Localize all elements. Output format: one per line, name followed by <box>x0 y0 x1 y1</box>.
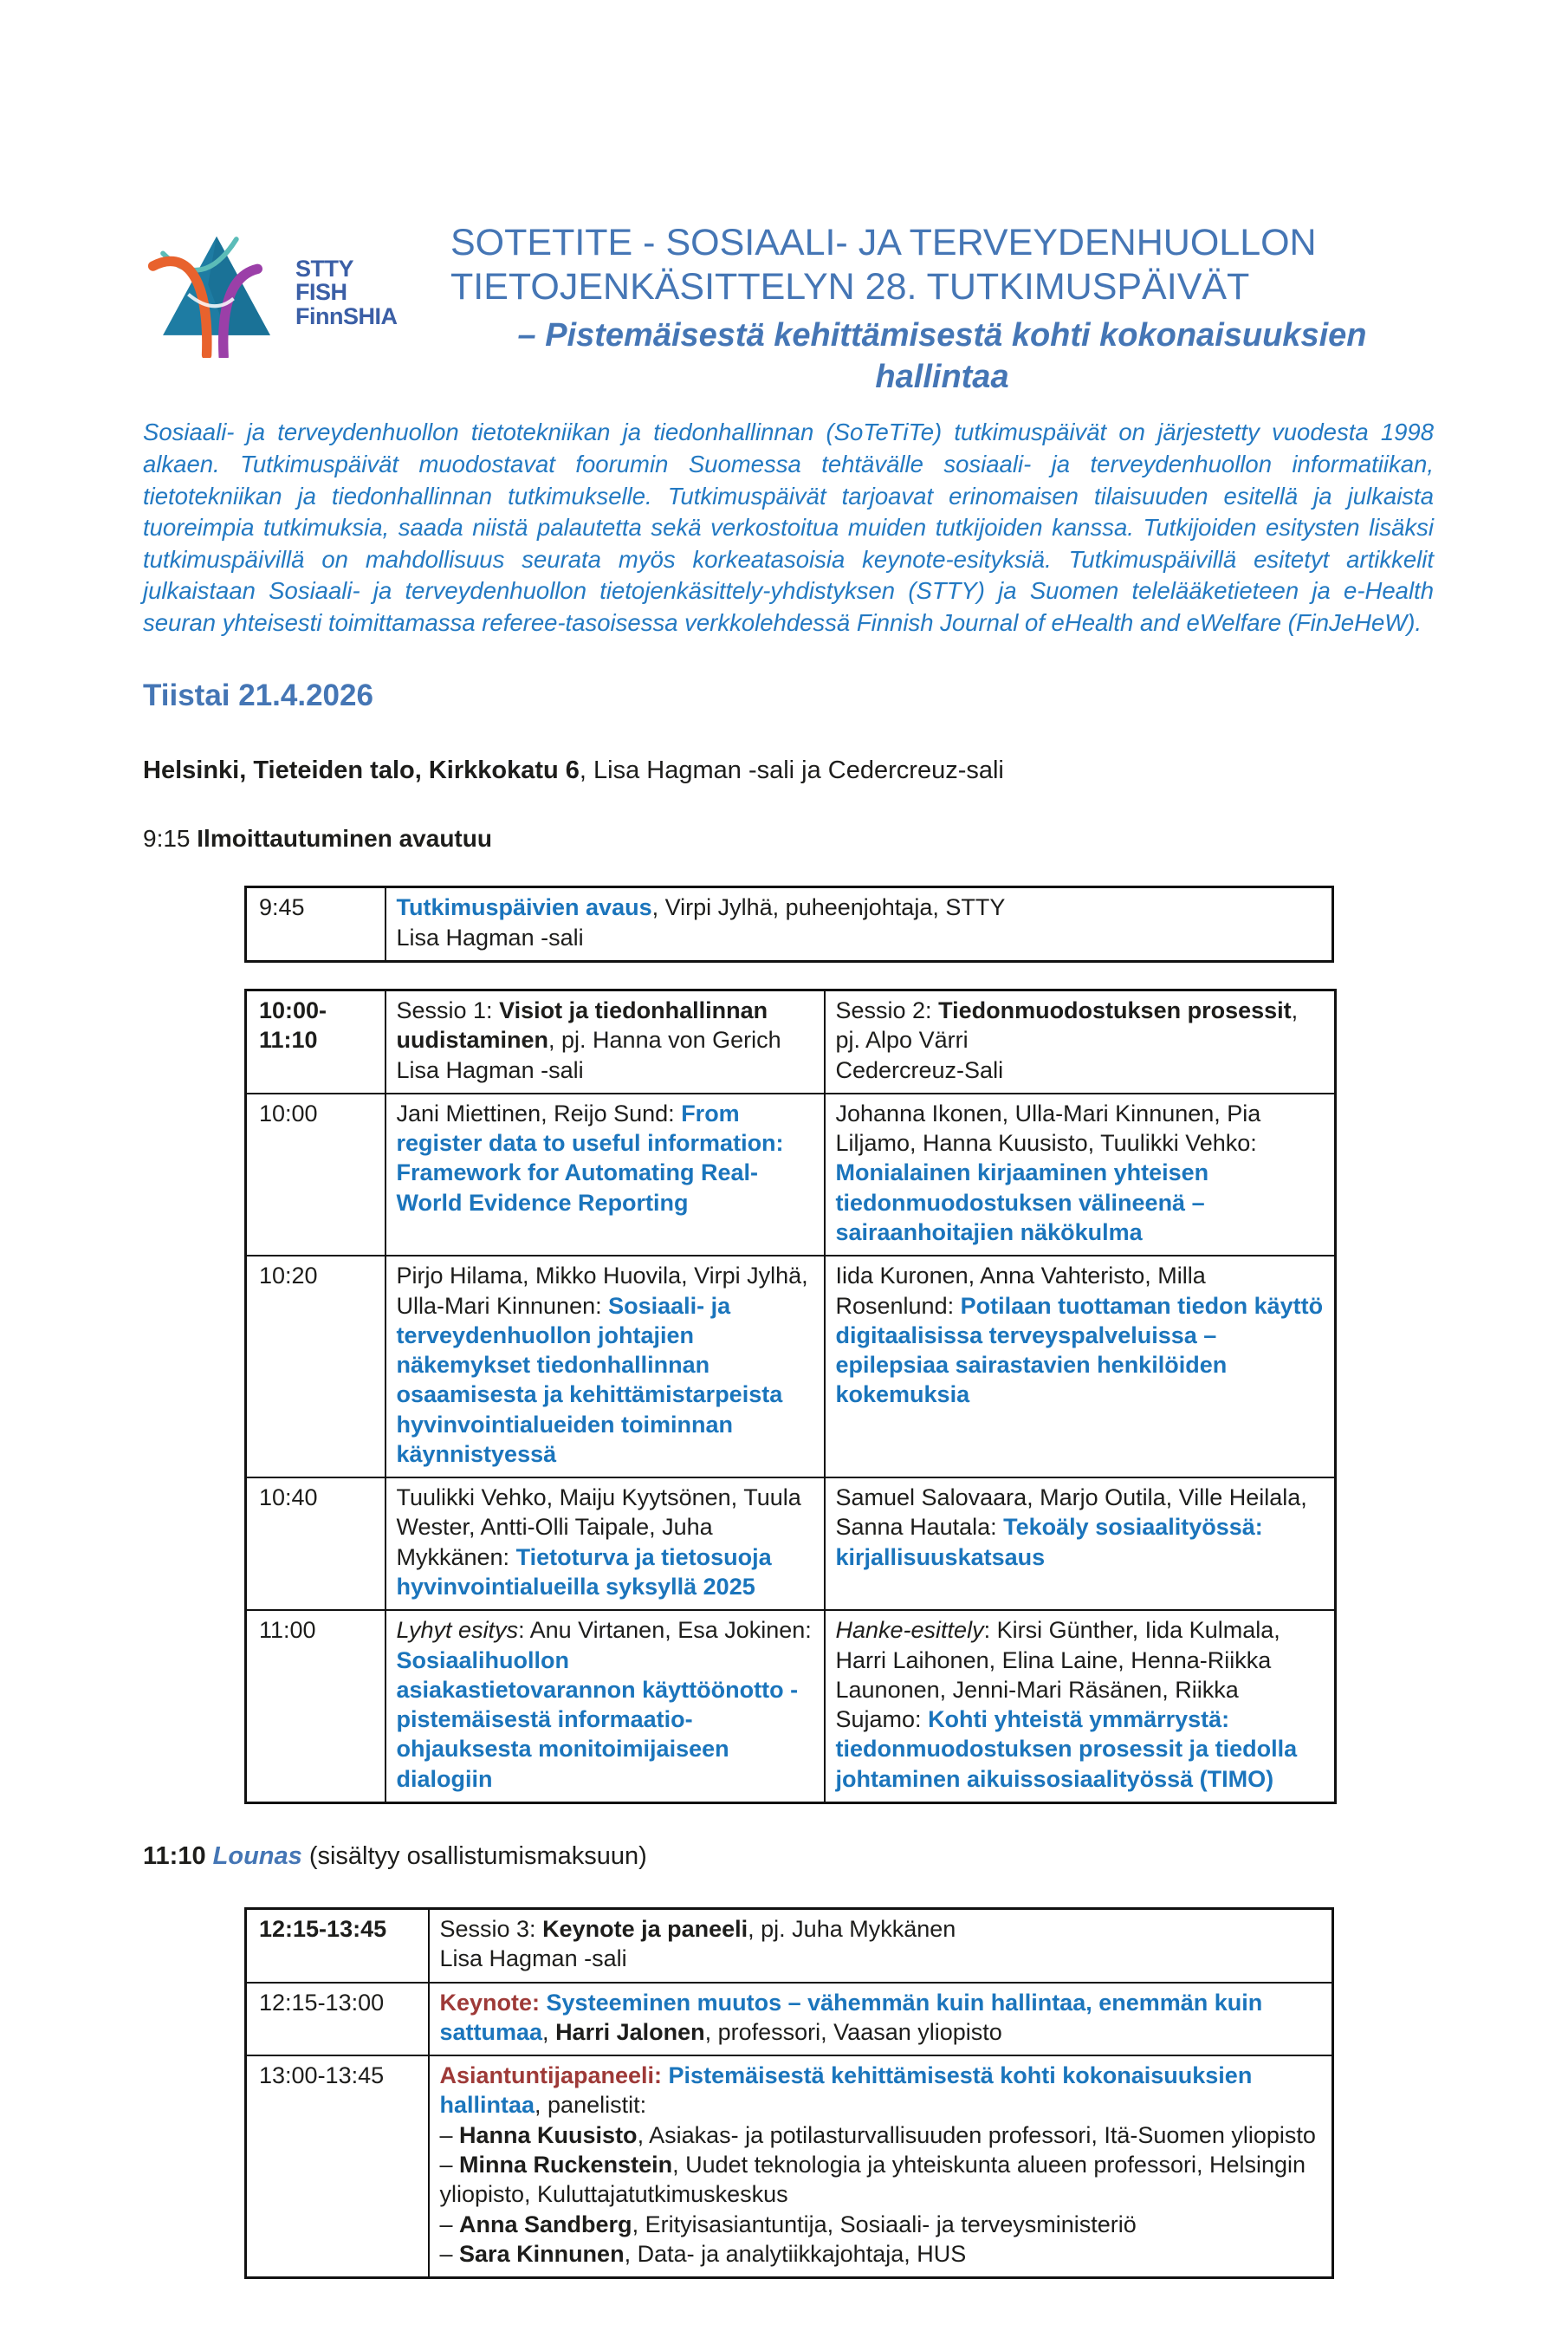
session-header-row <box>246 1909 1333 1983</box>
talk-authors: Johanna Ikonen, Ulla-Mari Kinnunen, Pia Liljamo, Hanna Kuusisto, Tuulikki Vehko: <box>835 1100 1261 1157</box>
talk-cell <box>386 1094 825 1256</box>
talk-authors: : Kirsi Günther, Iida Kulmala, Harri Laihonen, Elina Laine, Henna-Riikka Launonen, Jenni-Mari Räsänen, Riikka Sujamo: <box>835 1617 1280 1733</box>
talk-cell <box>386 1610 825 1802</box>
page-title-line2: TIETOJENKÄSITTELYN 28. TUTKIMUSPÄIVÄT <box>450 265 1250 308</box>
dash: – <box>439 2211 460 2237</box>
session1-header-cell <box>386 990 825 1093</box>
keynote-speaker: Harri Jalonen <box>555 2018 705 2045</box>
session3-prefix: Sessio 3: <box>439 1916 543 1942</box>
session1-title: Visiot ja tiedonhallinnan uudistaminen <box>396 997 768 1054</box>
registration-time: 9:15 <box>143 825 198 853</box>
panelist-name: Sara Kinnunen <box>459 2240 625 2267</box>
session2-comma: , <box>1291 997 1299 1023</box>
panelist <box>440 2120 1322 2150</box>
session3-chair: , pj. Juha Mykkänen <box>748 1916 956 1942</box>
talk-title: Potilaan tuottaman tiedon käyttö digitaalisissa terveyspalveluissa – epilepsiaa sairastavien henkilöiden kokemuksia <box>835 1292 1324 1408</box>
panelist <box>440 2210 1322 2239</box>
keynote-row <box>246 1983 1333 2056</box>
table-row <box>246 1477 1336 1610</box>
keynote-cell <box>429 1983 1333 2056</box>
session3-title: Keynote ja paneeli <box>542 1916 748 1942</box>
panelist <box>440 2150 1322 2210</box>
page-title-line1: SOTETITE - SOSIAALI- JA TERVEYDENHUOLLON <box>450 222 1317 263</box>
lunch-label: Lounas <box>212 1842 302 1870</box>
session-time-range: 10:00-11:10 <box>246 990 386 1093</box>
keynote-separator: , <box>542 2018 556 2045</box>
talk-authors: Pirjo Hilama, Mikko Huovila, Virpi Jylhä, Ulla-Mari Kinnunen: <box>396 1263 808 1319</box>
opening-room: Lisa Hagman -sali <box>396 924 584 951</box>
opening-title: Tutkimuspäivien avaus <box>396 894 652 921</box>
session3-time-range: 12:15-13:45 <box>246 1909 429 1983</box>
day-heading: Tiistai 21.4.2026 <box>143 679 373 713</box>
talk-time: 10:40 <box>246 1477 386 1610</box>
talk-cell <box>825 1256 1336 1477</box>
conference-title-block <box>450 219 1434 398</box>
logo-org-line: FinnSHIA <box>295 302 398 329</box>
opening-table <box>244 886 1334 963</box>
logo-org-names <box>295 257 398 329</box>
table-row <box>246 887 1333 962</box>
sessions-table <box>244 989 1337 1804</box>
panelist-role: , Erityisasiantuntija, Sosiaali- ja terveysministeriö <box>632 2211 1137 2237</box>
logo-org-line: STTY <box>295 255 354 282</box>
session3-room: Lisa Hagman -sali <box>439 1945 627 1972</box>
lunch-note: (sisältyy osallistumismaksuun) <box>301 1842 647 1870</box>
panel-cell <box>429 2055 1333 2277</box>
talk-authors: Jani Miettinen, Reijo Sund: <box>396 1100 682 1127</box>
conference-subtitle <box>450 315 1434 398</box>
keynote-label: Keynote: <box>439 1989 547 2016</box>
keynote-speaker-affiliation: , professori, Vaasan yliopisto <box>704 2018 1002 2045</box>
lunch-line <box>143 1842 1434 1871</box>
table-row <box>246 1256 1336 1477</box>
talk-title: Kohti yhteistä ymmärrystä: tiedonmuodostuksen prosessit ja tiedolla johtaminen aikuissosiaalityössä (TIMO) <box>835 1706 1298 1792</box>
session-header-row <box>246 990 1336 1093</box>
session2-prefix: Sessio 2: <box>835 997 939 1023</box>
table-row <box>246 1094 1336 1256</box>
panelist-name: Anna Sandberg <box>459 2211 632 2237</box>
talk-title: Sosiaali- ja terveydenhuollon johtajien näkemykset tiedonhallinnan osaamisesta ja kehittämistarpeista hyvinvointialueiden toiminnan käynnistyessä <box>396 1292 783 1467</box>
dash: – <box>439 2151 460 2178</box>
talk-authors: Iida Kuronen, Anna Vahteristo, Milla Rosenlund: <box>835 1263 1206 1319</box>
keynote-title: Systeeminen muutos – vähemmän kuin hallintaa, enemmän kuin sattumaa <box>439 1989 1263 2045</box>
talk-title: Tekoäly sosiaalityössä: kirjallisuuskatsaus <box>835 1514 1263 1570</box>
panelist-role: , Data- ja analytiikkajohtaja, HUS <box>624 2240 967 2267</box>
talk-authors: : Anu Virtanen, Esa Jokinen: <box>518 1617 812 1644</box>
opening-time: 9:45 <box>246 887 386 962</box>
dash: – <box>439 2240 460 2267</box>
lunch-time: 11:10 <box>143 1842 213 1870</box>
talk-title: From register data to useful information: Framework for Automating Real-World Evidence Reporting <box>396 1100 784 1216</box>
talk-authors: Samuel Salovaara, Marjo Outila, Ville Heilala, Sanna Hautala: <box>835 1484 1307 1541</box>
talk-title: Monialainen kirjaaminen yhteisen tiedonmuodostuksen välineenä – sairaanhoitajien näkökulma <box>835 1159 1209 1245</box>
session2-header-cell <box>825 990 1336 1093</box>
opening-rest: , Virpi Jylhä, puheenjohtaja, STTY <box>651 894 1006 921</box>
table-row <box>246 1610 1336 1802</box>
venue-line <box>143 756 1434 785</box>
subtitle-line2: hallintaa <box>875 358 1009 395</box>
talk-type: Hanke-esittely <box>835 1617 984 1644</box>
talk-type: Lyhyt esitys <box>396 1617 519 1644</box>
session2-chair: pj. Alpo Värri <box>835 1027 969 1054</box>
panelist-role: , Uudet teknologia ja yhteiskunta alueen professori, Helsingin yliopisto, Kuluttajatutkimuskeskus <box>439 2151 1306 2208</box>
talk-cell <box>825 1094 1336 1256</box>
keynote-time: 12:15-13:00 <box>246 1983 429 2056</box>
talk-title: Tietoturva ja tietosuoja hyvinvointialueilla syksyllä 2025 <box>396 1543 772 1601</box>
session1-room: Lisa Hagman -sali <box>396 1056 584 1083</box>
panelist-name: Minna Ruckenstein <box>459 2151 673 2178</box>
panel-title: Pistemäisestä kehittämisestä kohti kokonaisuuksien hallintaa <box>439 2062 1253 2119</box>
session1-prefix: Sessio 1: <box>396 997 500 1023</box>
panelist-role: , Asiakas- ja potilasturvallisuuden professori, Itä-Suomen yliopisto <box>637 2121 1316 2148</box>
talk-cell <box>386 1477 825 1610</box>
session1-chair: , pj. Hanna von Gerich <box>548 1027 781 1054</box>
sotetite-logo-icon <box>143 228 290 358</box>
panel-rest: , panelistit: <box>535 2092 647 2119</box>
talk-cell <box>386 1256 825 1477</box>
registration-label: Ilmoittautuminen avautuu <box>197 825 492 853</box>
panelist <box>440 2239 1322 2269</box>
talk-time: 10:20 <box>246 1256 386 1477</box>
session2-room: Cedercreuz-Sali <box>835 1056 1004 1083</box>
panel-row <box>246 2055 1333 2277</box>
talk-time: 11:00 <box>246 1610 386 1802</box>
talk-time: 10:00 <box>246 1094 386 1256</box>
panel-label: Asiantuntijapaneeli: <box>439 2062 669 2089</box>
org-logo <box>143 219 450 358</box>
keynote-table <box>244 1907 1334 2279</box>
intro-paragraph: Sosiaali- ja terveydenhuollon tietotekniikan ja tiedonhallinnan (SoTeTiTe) tutkimuspäivät on järjestetty vuodesta 1998 alkaen. Tutkimuspäivät muodostavat foorumin Suomessa tehtävälle sosiaali- ja terveydenhuollon informatiikan, tietotekniikan ja tiedonhallinnan tutkimukselle. Tutkimuspäivät tarjoavat erinomaisen tilaisuuden esitellä ja julkaista tuoreimpia tutkimuksia, saada niistä palautetta sekä verkostoitua muiden tutkijoiden kanssa. Tutkijoiden esitysten lisäksi tutkimuspäivillä on mahdollisuus seurata myös korkeatasoisia keynote-esityksiä. Tutkimuspäivillä esitetyt artikkelit julkaistaan Sosiaali- ja terveydenhuollon tietojenkäsittely-yhdistyksen (STTY) ja Suomen telelääketieteen ja e-Health seuran yhteisesti toimittamassa referee-tasoisessa verkkolehdessä Finnish Journal of eHealth and eWelfare (FinJeHeW). <box>143 419 1434 636</box>
talk-authors: Tuulikki Vehko, Maiju Kyytsönen, Tuula Wester, Antti-Olli Taipale, Juha Mykkänen: <box>396 1484 801 1570</box>
venue-address: Helsinki, Tieteiden talo, Kirkkokatu 6 <box>143 756 580 785</box>
venue-rooms: , Lisa Hagman -sali ja Cedercreuz-sali <box>579 756 1004 785</box>
talk-title: Sosiaalihuollon asiakastietovarannon käyttöönotto - pistemäisestä informaatio-ohjauksesta monitoimijaiseen dialogiin <box>396 1646 799 1792</box>
talk-cell <box>825 1477 1336 1610</box>
header <box>143 219 1434 398</box>
talk-cell <box>825 1610 1336 1802</box>
subtitle-line1: – Pistemäisestä kehittämisestä kohti kokonaisuuksien <box>517 317 1367 354</box>
logo-org-line: FISH <box>295 279 347 306</box>
panel-time: 13:00-13:45 <box>246 2055 429 2277</box>
session3-header-cell <box>429 1909 1333 1983</box>
session2-title: Tiedonmuodostuksen prosessit <box>938 997 1292 1023</box>
dash: – <box>439 2121 460 2148</box>
registration-line <box>143 825 1434 853</box>
panelist-name: Hanna Kuusisto <box>459 2121 638 2148</box>
opening-cell <box>386 887 1333 962</box>
